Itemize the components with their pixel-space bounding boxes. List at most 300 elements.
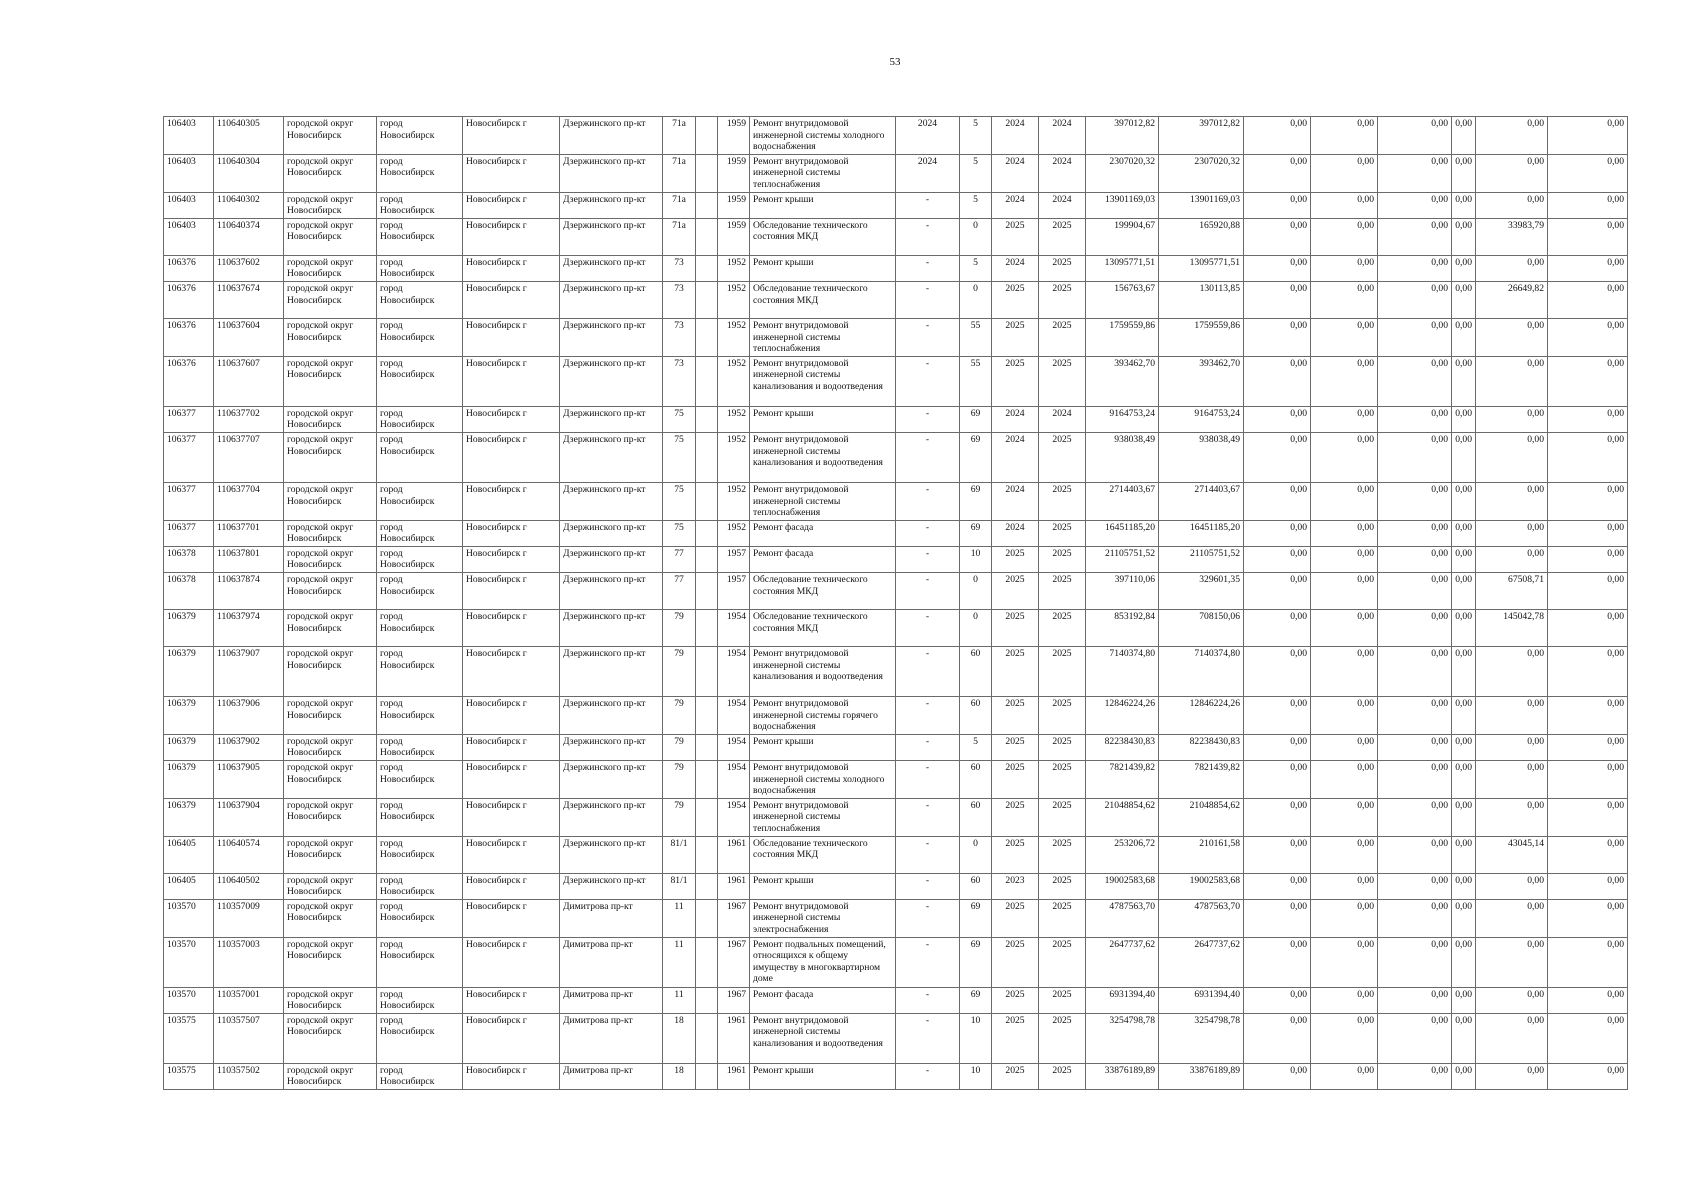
cell-end: 2024 xyxy=(1039,406,1086,432)
cell-city: Новосибирск г xyxy=(463,281,560,318)
table-row xyxy=(164,281,1628,318)
cell-wear: 69 xyxy=(960,520,992,546)
cell-v5: 0,00 xyxy=(1452,432,1476,482)
cell-year: 1959 xyxy=(718,117,750,155)
cell-v2: 0,00 xyxy=(1244,647,1311,697)
cell-id: 106405 xyxy=(164,873,214,899)
cell-v6: 145042,78 xyxy=(1476,610,1548,647)
cell-extra xyxy=(696,798,718,836)
cell-start: 2025 xyxy=(992,798,1039,836)
cell-district: городской округ Новосибирск xyxy=(284,1063,377,1089)
cell-end: 2025 xyxy=(1039,318,1086,356)
cell-settlement: город Новосибирск xyxy=(377,432,463,482)
cell-city: Новосибирск г xyxy=(463,761,560,799)
cell-code: 110640574 xyxy=(214,836,284,873)
cell-start: 2025 xyxy=(992,1013,1039,1063)
cell-work: Ремонт внутридомовой инженерной системы горячего водоснабжения xyxy=(750,697,896,735)
cell-v1: 7821439,82 xyxy=(1159,761,1244,799)
cell-end: 2025 xyxy=(1039,761,1086,799)
cell-v2: 0,00 xyxy=(1244,697,1311,735)
cell-extra xyxy=(696,356,718,406)
table-row xyxy=(164,836,1628,873)
cell-settlement: город Новосибирск xyxy=(377,520,463,546)
cell-v7: 0,00 xyxy=(1548,1063,1628,1089)
cell-code: 110357502 xyxy=(214,1063,284,1089)
cell-extra xyxy=(696,1063,718,1089)
table-row xyxy=(164,117,1628,155)
cell-settlement: город Новосибирск xyxy=(377,937,463,987)
cell-extra xyxy=(696,281,718,318)
cell-year: 1952 xyxy=(718,281,750,318)
cell-v2: 0,00 xyxy=(1244,520,1311,546)
cell-v5: 0,00 xyxy=(1452,218,1476,255)
table-body xyxy=(164,117,1628,1090)
cell-district: городской округ Новосибирск xyxy=(284,734,377,760)
cell-total: 253206,72 xyxy=(1086,836,1159,873)
cell-end: 2025 xyxy=(1039,734,1086,760)
cell-prev-year: - xyxy=(896,192,960,218)
cell-v5: 0,00 xyxy=(1452,406,1476,432)
cell-settlement: город Новосибирск xyxy=(377,987,463,1013)
table-row xyxy=(164,218,1628,255)
cell-v1: 16451185,20 xyxy=(1159,520,1244,546)
cell-work: Ремонт внутридомовой инженерной системы теплоснабжения xyxy=(750,482,896,520)
cell-start: 2024 xyxy=(992,154,1039,192)
cell-start: 2024 xyxy=(992,482,1039,520)
cell-code: 110637702 xyxy=(214,406,284,432)
table-row xyxy=(164,697,1628,735)
cell-street: Дзержинского пр-кт xyxy=(560,255,663,281)
cell-v2: 0,00 xyxy=(1244,192,1311,218)
cell-district: городской округ Новосибирск xyxy=(284,836,377,873)
cell-code: 110640374 xyxy=(214,218,284,255)
cell-v3: 0,00 xyxy=(1311,356,1378,406)
cell-house: 71а xyxy=(663,154,696,192)
cell-start: 2023 xyxy=(992,873,1039,899)
cell-year: 1954 xyxy=(718,734,750,760)
cell-v4: 0,00 xyxy=(1378,318,1452,356)
cell-v6: 0,00 xyxy=(1476,318,1548,356)
cell-v3: 0,00 xyxy=(1311,899,1378,937)
cell-v1: 6931394,40 xyxy=(1159,987,1244,1013)
cell-total: 19002583,68 xyxy=(1086,873,1159,899)
cell-city: Новосибирск г xyxy=(463,318,560,356)
cell-v1: 82238430,83 xyxy=(1159,734,1244,760)
cell-start: 2025 xyxy=(992,899,1039,937)
cell-district: городской округ Новосибирск xyxy=(284,218,377,255)
cell-v4: 0,00 xyxy=(1378,836,1452,873)
cell-end: 2024 xyxy=(1039,192,1086,218)
cell-end: 2025 xyxy=(1039,356,1086,406)
cell-wear: 55 xyxy=(960,356,992,406)
cell-district: городской округ Новосибирск xyxy=(284,520,377,546)
cell-district: городской округ Новосибирск xyxy=(284,647,377,697)
cell-city: Новосибирск г xyxy=(463,218,560,255)
cell-work: Ремонт внутридомовой инженерной системы теплоснабжения xyxy=(750,154,896,192)
cell-v1: 1759559,86 xyxy=(1159,318,1244,356)
cell-v2: 0,00 xyxy=(1244,734,1311,760)
cell-v7: 0,00 xyxy=(1548,734,1628,760)
cell-prev-year: - xyxy=(896,520,960,546)
cell-wear: 60 xyxy=(960,761,992,799)
cell-street: Дзержинского пр-кт xyxy=(560,873,663,899)
cell-total: 9164753,24 xyxy=(1086,406,1159,432)
table-row xyxy=(164,899,1628,937)
cell-v7: 0,00 xyxy=(1548,546,1628,572)
cell-v4: 0,00 xyxy=(1378,761,1452,799)
cell-prev-year: - xyxy=(896,218,960,255)
cell-v2: 0,00 xyxy=(1244,573,1311,610)
cell-total: 853192,84 xyxy=(1086,610,1159,647)
cell-total: 1759559,86 xyxy=(1086,318,1159,356)
cell-v5: 0,00 xyxy=(1452,697,1476,735)
cell-v5: 0,00 xyxy=(1452,873,1476,899)
cell-v6: 0,00 xyxy=(1476,873,1548,899)
cell-year: 1952 xyxy=(718,356,750,406)
cell-end: 2025 xyxy=(1039,937,1086,987)
cell-district: городской округ Новосибирск xyxy=(284,406,377,432)
cell-street: Дзержинского пр-кт xyxy=(560,647,663,697)
cell-v1: 3254798,78 xyxy=(1159,1013,1244,1063)
cell-house: 75 xyxy=(663,432,696,482)
cell-v4: 0,00 xyxy=(1378,987,1452,1013)
cell-city: Новосибирск г xyxy=(463,873,560,899)
cell-end: 2024 xyxy=(1039,154,1086,192)
cell-id: 103575 xyxy=(164,1013,214,1063)
cell-id: 106377 xyxy=(164,520,214,546)
cell-v3: 0,00 xyxy=(1311,546,1378,572)
table-row xyxy=(164,546,1628,572)
cell-district: городской округ Новосибирск xyxy=(284,432,377,482)
cell-house: 75 xyxy=(663,520,696,546)
cell-year: 1952 xyxy=(718,318,750,356)
cell-end: 2025 xyxy=(1039,610,1086,647)
cell-v2: 0,00 xyxy=(1244,255,1311,281)
cell-wear: 5 xyxy=(960,192,992,218)
cell-wear: 10 xyxy=(960,1013,992,1063)
cell-start: 2025 xyxy=(992,987,1039,1013)
cell-end: 2025 xyxy=(1039,798,1086,836)
cell-street: Дзержинского пр-кт xyxy=(560,356,663,406)
cell-city: Новосибирск г xyxy=(463,937,560,987)
cell-street: Дзержинского пр-кт xyxy=(560,798,663,836)
cell-total: 397110,06 xyxy=(1086,573,1159,610)
cell-street: Дзержинского пр-кт xyxy=(560,520,663,546)
cell-total: 397012,82 xyxy=(1086,117,1159,155)
cell-code: 110640304 xyxy=(214,154,284,192)
cell-prev-year: - xyxy=(896,573,960,610)
cell-street: Димитрова пр-кт xyxy=(560,1063,663,1089)
cell-prev-year: - xyxy=(896,873,960,899)
cell-code: 110637907 xyxy=(214,647,284,697)
cell-id: 106403 xyxy=(164,192,214,218)
cell-v3: 0,00 xyxy=(1311,761,1378,799)
cell-v1: 130113,85 xyxy=(1159,281,1244,318)
cell-v5: 0,00 xyxy=(1452,482,1476,520)
cell-v7: 0,00 xyxy=(1548,798,1628,836)
cell-total: 82238430,83 xyxy=(1086,734,1159,760)
cell-district: городской округ Новосибирск xyxy=(284,154,377,192)
cell-total: 16451185,20 xyxy=(1086,520,1159,546)
cell-prev-year: - xyxy=(896,647,960,697)
cell-house: 11 xyxy=(663,937,696,987)
cell-work: Ремонт крыши xyxy=(750,406,896,432)
cell-v4: 0,00 xyxy=(1378,218,1452,255)
cell-settlement: город Новосибирск xyxy=(377,192,463,218)
cell-house: 73 xyxy=(663,356,696,406)
cell-work: Ремонт крыши xyxy=(750,873,896,899)
cell-v1: 2307020,32 xyxy=(1159,154,1244,192)
cell-v3: 0,00 xyxy=(1311,734,1378,760)
cell-city: Новосибирск г xyxy=(463,356,560,406)
cell-v7: 0,00 xyxy=(1548,647,1628,697)
cell-prev-year: - xyxy=(896,546,960,572)
cell-prev-year: - xyxy=(896,697,960,735)
cell-v5: 0,00 xyxy=(1452,520,1476,546)
cell-city: Новосибирск г xyxy=(463,546,560,572)
cell-v6: 67508,71 xyxy=(1476,573,1548,610)
cell-total: 393462,70 xyxy=(1086,356,1159,406)
cell-v6: 0,00 xyxy=(1476,356,1548,406)
cell-v6: 26649,82 xyxy=(1476,281,1548,318)
cell-year: 1954 xyxy=(718,798,750,836)
cell-v5: 0,00 xyxy=(1452,318,1476,356)
cell-v4: 0,00 xyxy=(1378,281,1452,318)
table-row xyxy=(164,573,1628,610)
table-row xyxy=(164,482,1628,520)
cell-v7: 0,00 xyxy=(1548,873,1628,899)
cell-wear: 0 xyxy=(960,218,992,255)
cell-extra xyxy=(696,1013,718,1063)
cell-v7: 0,00 xyxy=(1548,154,1628,192)
table-row xyxy=(164,798,1628,836)
cell-v4: 0,00 xyxy=(1378,520,1452,546)
cell-wear: 69 xyxy=(960,432,992,482)
cell-work: Ремонт подвальных помещений, относящихся к общему имуществу в многоквартирном доме xyxy=(750,937,896,987)
cell-v1: 938038,49 xyxy=(1159,432,1244,482)
cell-district: городской округ Новосибирск xyxy=(284,899,377,937)
cell-start: 2025 xyxy=(992,281,1039,318)
cell-v7: 0,00 xyxy=(1548,836,1628,873)
cell-v2: 0,00 xyxy=(1244,432,1311,482)
cell-code: 110637602 xyxy=(214,255,284,281)
cell-settlement: город Новосибирск xyxy=(377,697,463,735)
cell-street: Дзержинского пр-кт xyxy=(560,154,663,192)
cell-year: 1952 xyxy=(718,482,750,520)
cell-work: Ремонт внутридомовой инженерной системы канализования и водоотведения xyxy=(750,432,896,482)
cell-v4: 0,00 xyxy=(1378,610,1452,647)
cell-v7: 0,00 xyxy=(1548,610,1628,647)
cell-wear: 0 xyxy=(960,836,992,873)
cell-id: 106376 xyxy=(164,318,214,356)
cell-wear: 5 xyxy=(960,734,992,760)
cell-settlement: город Новосибирск xyxy=(377,647,463,697)
cell-street: Дзержинского пр-кт xyxy=(560,218,663,255)
cell-end: 2025 xyxy=(1039,281,1086,318)
cell-v4: 0,00 xyxy=(1378,117,1452,155)
cell-code: 110637607 xyxy=(214,356,284,406)
table-row xyxy=(164,937,1628,987)
cell-id: 106377 xyxy=(164,432,214,482)
cell-v3: 0,00 xyxy=(1311,836,1378,873)
cell-city: Новосибирск г xyxy=(463,899,560,937)
cell-v3: 0,00 xyxy=(1311,873,1378,899)
cell-code: 110357009 xyxy=(214,899,284,937)
cell-code: 110640502 xyxy=(214,873,284,899)
cell-id: 103570 xyxy=(164,899,214,937)
cell-v1: 13901169,03 xyxy=(1159,192,1244,218)
cell-v6: 0,00 xyxy=(1476,117,1548,155)
cell-code: 110637904 xyxy=(214,798,284,836)
cell-extra xyxy=(696,647,718,697)
cell-city: Новосибирск г xyxy=(463,117,560,155)
cell-street: Дзержинского пр-кт xyxy=(560,610,663,647)
cell-id: 106377 xyxy=(164,406,214,432)
cell-work: Ремонт внутридомовой инженерной системы холодного водоснабжения xyxy=(750,761,896,799)
cell-city: Новосибирск г xyxy=(463,697,560,735)
table-row xyxy=(164,520,1628,546)
cell-v2: 0,00 xyxy=(1244,610,1311,647)
cell-v1: 393462,70 xyxy=(1159,356,1244,406)
cell-v6: 0,00 xyxy=(1476,192,1548,218)
cell-start: 2025 xyxy=(992,836,1039,873)
cell-year: 1952 xyxy=(718,406,750,432)
cell-v4: 0,00 xyxy=(1378,356,1452,406)
cell-end: 2025 xyxy=(1039,987,1086,1013)
cell-prev-year: - xyxy=(896,836,960,873)
cell-code: 110637902 xyxy=(214,734,284,760)
cell-settlement: город Новосибирск xyxy=(377,798,463,836)
cell-settlement: город Новосибирск xyxy=(377,406,463,432)
cell-prev-year: - xyxy=(896,356,960,406)
cell-year: 1959 xyxy=(718,192,750,218)
cell-v6: 0,00 xyxy=(1476,761,1548,799)
cell-code: 110640302 xyxy=(214,192,284,218)
cell-house: 77 xyxy=(663,573,696,610)
cell-house: 73 xyxy=(663,281,696,318)
cell-settlement: город Новосибирск xyxy=(377,356,463,406)
cell-v7: 0,00 xyxy=(1548,281,1628,318)
cell-v1: 165920,88 xyxy=(1159,218,1244,255)
cell-settlement: город Новосибирск xyxy=(377,255,463,281)
cell-start: 2025 xyxy=(992,546,1039,572)
cell-house: 75 xyxy=(663,482,696,520)
cell-city: Новосибирск г xyxy=(463,836,560,873)
cell-work: Ремонт внутридомовой инженерной системы теплоснабжения xyxy=(750,318,896,356)
cell-settlement: город Новосибирск xyxy=(377,573,463,610)
cell-extra xyxy=(696,899,718,937)
cell-v6: 0,00 xyxy=(1476,255,1548,281)
cell-year: 1957 xyxy=(718,546,750,572)
cell-v5: 0,00 xyxy=(1452,1063,1476,1089)
cell-district: городской округ Новосибирск xyxy=(284,697,377,735)
cell-extra xyxy=(696,117,718,155)
cell-year: 1954 xyxy=(718,647,750,697)
cell-settlement: город Новосибирск xyxy=(377,154,463,192)
cell-house: 81/1 xyxy=(663,836,696,873)
cell-house: 75 xyxy=(663,406,696,432)
cell-prev-year: - xyxy=(896,1063,960,1089)
cell-v1: 708150,06 xyxy=(1159,610,1244,647)
cell-year: 1954 xyxy=(718,610,750,647)
cell-id: 106379 xyxy=(164,761,214,799)
cell-end: 2025 xyxy=(1039,482,1086,520)
cell-work: Ремонт крыши xyxy=(750,255,896,281)
cell-work: Ремонт фасада xyxy=(750,546,896,572)
cell-v3: 0,00 xyxy=(1311,1063,1378,1089)
cell-year: 1954 xyxy=(718,697,750,735)
cell-v4: 0,00 xyxy=(1378,873,1452,899)
cell-v4: 0,00 xyxy=(1378,255,1452,281)
cell-street: Дзержинского пр-кт xyxy=(560,482,663,520)
cell-street: Дзержинского пр-кт xyxy=(560,318,663,356)
cell-prev-year: - xyxy=(896,318,960,356)
cell-start: 2025 xyxy=(992,1063,1039,1089)
cell-id: 106403 xyxy=(164,218,214,255)
cell-id: 106379 xyxy=(164,610,214,647)
cell-v4: 0,00 xyxy=(1378,647,1452,697)
cell-code: 110357001 xyxy=(214,987,284,1013)
cell-total: 21105751,52 xyxy=(1086,546,1159,572)
cell-start: 2025 xyxy=(992,318,1039,356)
cell-prev-year: - xyxy=(896,798,960,836)
cell-settlement: город Новосибирск xyxy=(377,1063,463,1089)
cell-street: Дзержинского пр-кт xyxy=(560,761,663,799)
table-row xyxy=(164,192,1628,218)
cell-v2: 0,00 xyxy=(1244,546,1311,572)
cell-end: 2025 xyxy=(1039,836,1086,873)
cell-total: 2714403,67 xyxy=(1086,482,1159,520)
cell-id: 106379 xyxy=(164,798,214,836)
cell-settlement: город Новосибирск xyxy=(377,1013,463,1063)
cell-v7: 0,00 xyxy=(1548,937,1628,987)
cell-v6: 0,00 xyxy=(1476,899,1548,937)
cell-district: городской округ Новосибирск xyxy=(284,798,377,836)
cell-house: 71а xyxy=(663,117,696,155)
cell-v1: 21105751,52 xyxy=(1159,546,1244,572)
cell-v7: 0,00 xyxy=(1548,318,1628,356)
cell-district: городской округ Новосибирск xyxy=(284,117,377,155)
cell-year: 1952 xyxy=(718,255,750,281)
cell-v3: 0,00 xyxy=(1311,154,1378,192)
cell-year: 1961 xyxy=(718,873,750,899)
cell-v5: 0,00 xyxy=(1452,798,1476,836)
cell-year: 1959 xyxy=(718,154,750,192)
cell-wear: 0 xyxy=(960,610,992,647)
cell-year: 1967 xyxy=(718,987,750,1013)
cell-code: 110357507 xyxy=(214,1013,284,1063)
cell-v1: 9164753,24 xyxy=(1159,406,1244,432)
cell-wear: 55 xyxy=(960,318,992,356)
cell-v2: 0,00 xyxy=(1244,836,1311,873)
cell-house: 18 xyxy=(663,1063,696,1089)
cell-total: 21048854,62 xyxy=(1086,798,1159,836)
cell-prev-year: - xyxy=(896,987,960,1013)
cell-settlement: город Новосибирск xyxy=(377,873,463,899)
cell-year: 1957 xyxy=(718,573,750,610)
cell-extra xyxy=(696,873,718,899)
cell-end: 2025 xyxy=(1039,697,1086,735)
cell-v3: 0,00 xyxy=(1311,520,1378,546)
cell-id: 103570 xyxy=(164,937,214,987)
cell-extra xyxy=(696,318,718,356)
cell-v6: 0,00 xyxy=(1476,734,1548,760)
cell-v4: 0,00 xyxy=(1378,937,1452,987)
cell-v3: 0,00 xyxy=(1311,573,1378,610)
cell-start: 2024 xyxy=(992,117,1039,155)
cell-total: 13095771,51 xyxy=(1086,255,1159,281)
cell-street: Дзержинского пр-кт xyxy=(560,281,663,318)
